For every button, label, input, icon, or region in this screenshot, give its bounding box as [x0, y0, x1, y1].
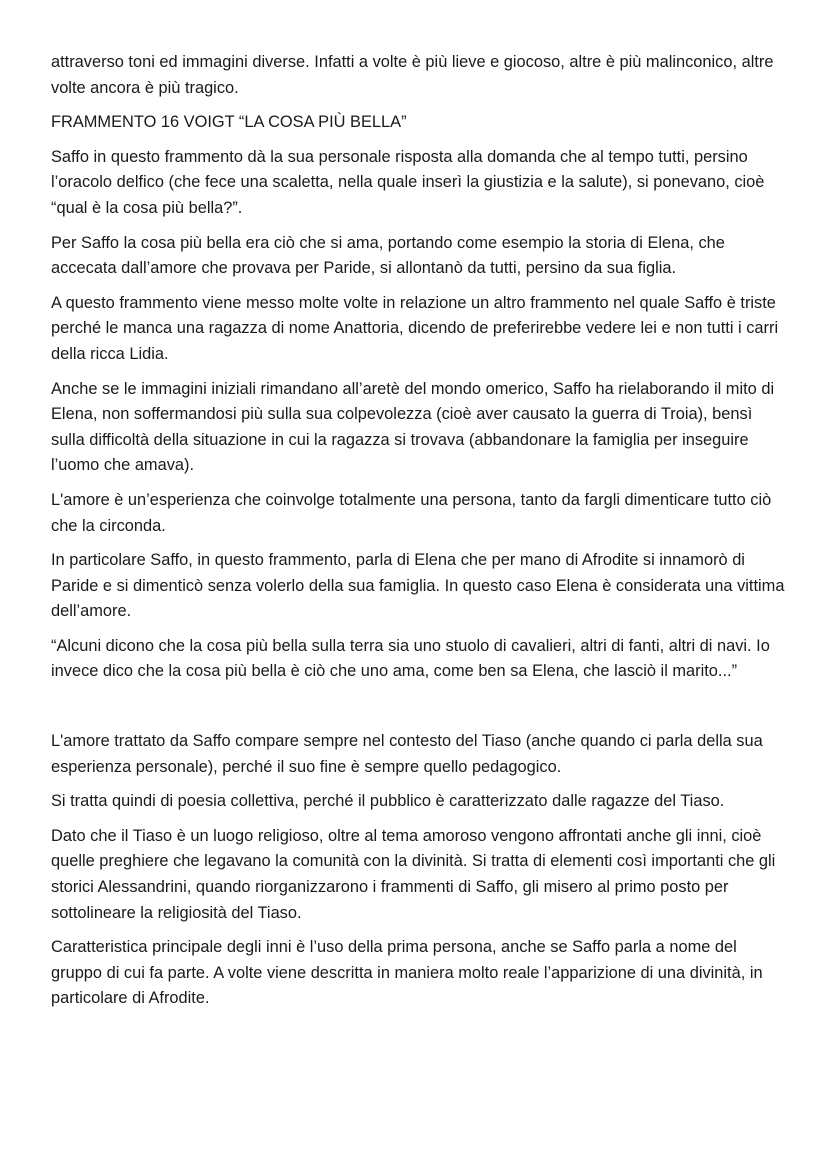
- paragraph: attraverso toni ed immagini diverse. Infatti a volte è più lieve e giocoso, altre è più malinconico, altre volte ancora è più tragico.: [51, 53, 774, 97]
- paragraph: L'amore trattato da Saffo compare sempre nel contesto del Tiaso (anche quando ci parla della sua esperienza personale), perché il suo fine è sempre quello pedagogico.: [51, 732, 763, 776]
- document-body: [51, 50, 786, 1021]
- blank-line: [51, 694, 786, 729]
- paragraph: Si tratta quindi di poesia collettiva, perché il pubblico è caratterizzato dalle ragazze del Tiaso.: [51, 792, 725, 811]
- paragraph: In particolare Saffo, in questo frammento, parla di Elena che per mano di Afrodite si innamorò di Paride e si dimenticò senza volerlo della sua famiglia. In questo caso Elena è considerata una vittima dell’amore.: [51, 551, 785, 621]
- paragraph: Per Saffo la cosa più bella era ciò che si ama, portando come esempio la storia di Elena, che accecata dall’amore che provava per Paride, si allontanò da tutti, persino da sua figlia.: [51, 233, 725, 278]
- paragraph: Dato che il Tiaso è un luogo religioso, oltre al tema amoroso vengono affrontati anche gli inni, cioè quelle preghiere che legavano la comunità con la divinità. Si tratta di elementi così importanti che gli storici Alessandrini, quando riorganizzarono i frammenti di Saffo, gli misero al primo posto per sottolineare la religiosità del Tiaso.: [51, 826, 776, 922]
- paragraph: A questo frammento viene messo molte volte in relazione un altro frammento nel quale Saffo è triste perché le manca una ragazza di nome Anattoria, dicendo de preferirebbe vedere lei e non tutti i carri della ricca Lidia.: [51, 293, 779, 363]
- paragraph: Saffo in questo frammento dà la sua personale risposta alla domanda che al tempo tutti, persino l’oracolo delfico (che fece una scaletta, nella quale inserì la giustizia e la salute), si ponevano, cioè “qual è la cosa più bella?”.: [51, 147, 765, 217]
- paragraph: L'amore è un’esperienza che coinvolge totalmente una persona, tanto da fargli dimenticare tutto ciò che la circonda.: [51, 490, 772, 535]
- section-heading: FRAMMENTO 16 VOIGT “LA COSA PIÙ BELLA”: [51, 113, 407, 132]
- paragraph: Anche se le immagini iniziali rimandano all’aretè del mondo omerico, Saffo ha rielaborando il mito di Elena, non soffermandosi più sulla sua colpevolezza (cioè aver causato la guerra di Troia), bensì sulla difficoltà della situazione in cui la ragazza si trovava (abbandonare la famiglia per inseguire l’uomo che amava).: [51, 379, 775, 475]
- paragraph: Caratteristica principale degli inni è l’uso della prima persona, anche se Saffo parla a nome del gruppo di cui fa parte. A volte viene descritta in maniera molto reale l’apparizione di una divinità, in particolare di Afrodite.: [51, 938, 763, 1008]
- quotation-paragraph: “Alcuni dicono che la cosa più bella sulla terra sia uno stuolo di cavalieri, altri di fanti, altri di navi. Io invece dico che la cosa più bella è ciò che uno ama, come ben sa Elena, che lasciò il marito...”: [51, 636, 770, 681]
